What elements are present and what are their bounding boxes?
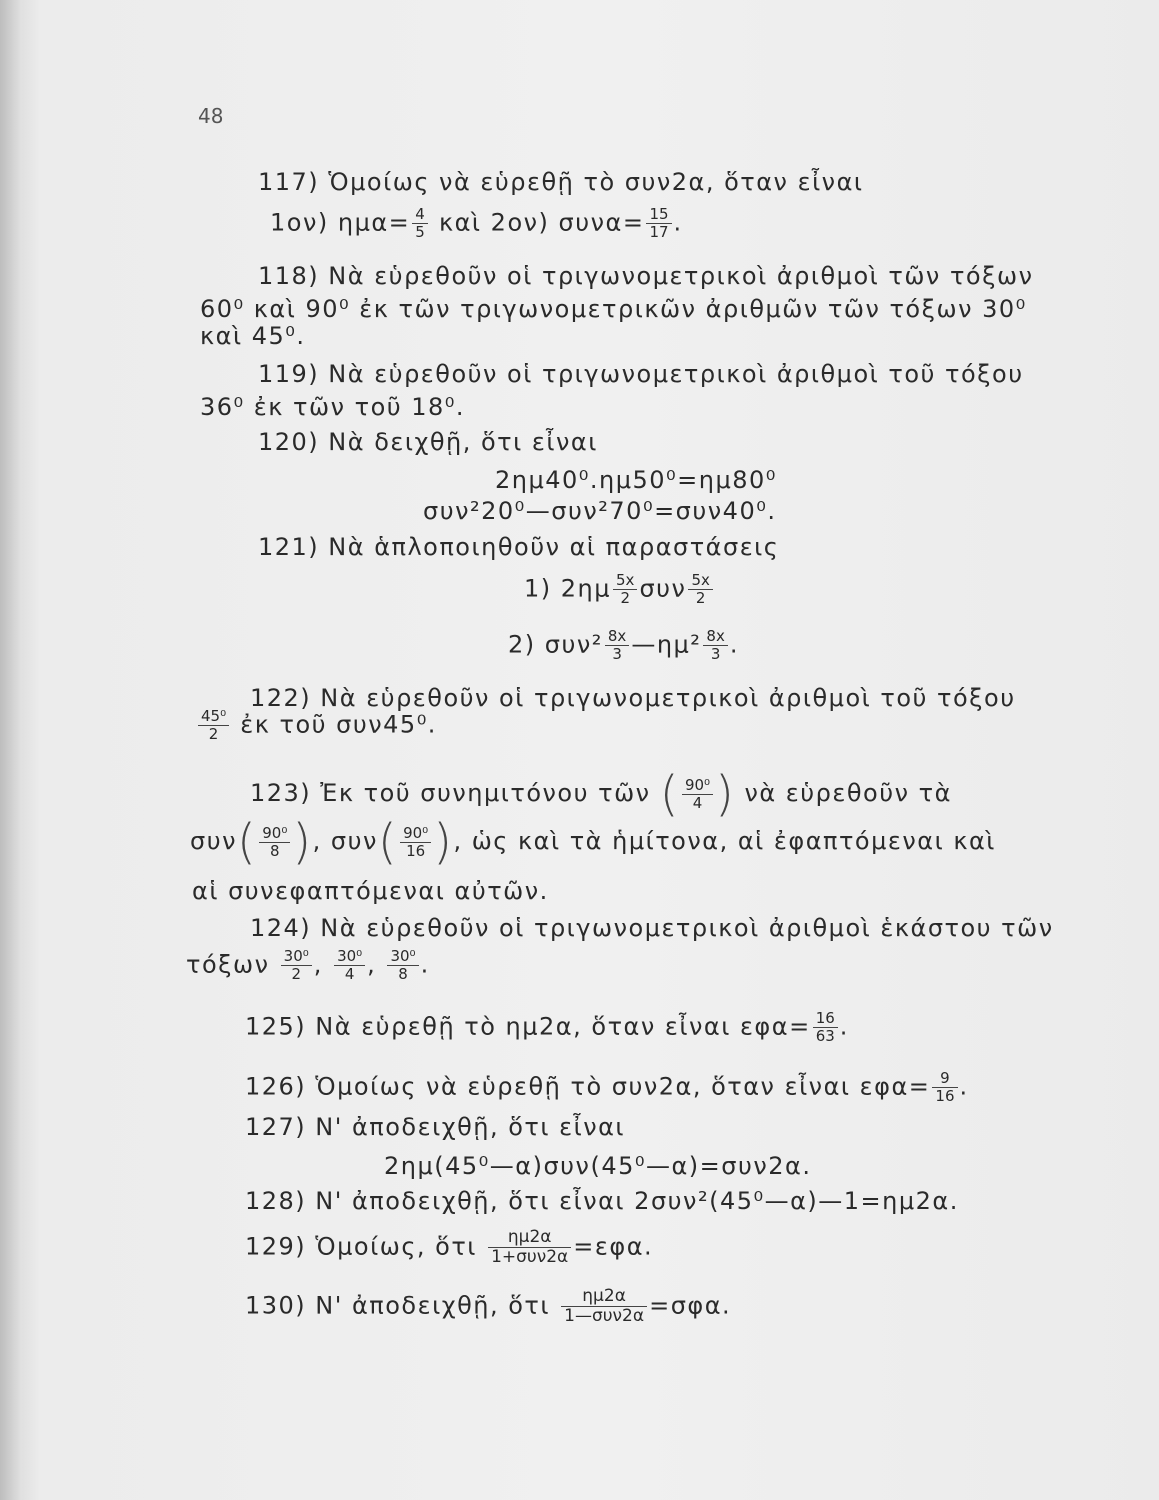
fraction-denominator: 2: [208, 725, 219, 743]
fraction-denominator: 5: [415, 223, 425, 241]
p122-text: ἐκ τοῦ συν45⁰.: [240, 710, 437, 739]
paren-close: ): [433, 814, 454, 870]
fraction-sin2a-over-1-minus-cos2a: [561, 1287, 647, 1326]
p126-end: .: [959, 1072, 969, 1101]
fraction-90-8: [259, 825, 290, 860]
problem-122-line-2: [196, 708, 437, 743]
problem-121-line-1: 121) Νὰ ἁπλοποιηθοῦν αἱ παραστάσεις: [258, 533, 780, 561]
fraction-5x-2-b: [688, 572, 712, 607]
problem-123-line-2: [190, 814, 996, 870]
fraction-numerator: 8x: [703, 628, 727, 646]
problem-120-eq-2: συν²20⁰—συν²70⁰=συν40⁰.: [423, 497, 777, 525]
fraction-8x-3: [605, 628, 629, 663]
fraction-denominator: 16: [406, 841, 426, 860]
problem-119-line-2: 36⁰ ἐκ τῶν τοῦ 18⁰.: [200, 393, 466, 421]
expr-2-end: .: [729, 630, 739, 659]
p117-end: .: [673, 208, 683, 237]
p130-text: 130) Ν' ἀποδειχθῇ, ὅτι: [245, 1291, 550, 1320]
problem-121-expr-2: [508, 628, 739, 663]
problem-118-line-1: 118) Νὰ εὑρεθοῦν οἱ τριγωνομετρικοὶ ἀριθμοὶ τῶν τόξων: [258, 262, 1034, 290]
paren-open: (: [237, 814, 258, 870]
problem-127-line-1: 127) Ν' ἀποδειχθῇ, ὅτι εἶναι: [245, 1113, 626, 1141]
p124-text: τόξων: [186, 950, 270, 979]
fraction-denominator: 4: [692, 793, 703, 812]
fraction-30-4: [334, 948, 365, 983]
fraction-numerator: 90⁰: [259, 825, 290, 843]
expr-1-cos: συν: [639, 574, 687, 603]
problem-128: 128) Ν' ἀποδειχθῇ, ὅτι εἶναι 2συν²(45⁰—α)—1=ημ2α.: [245, 1187, 959, 1215]
paren-open: (: [377, 814, 399, 870]
problem-124-line-2: [186, 948, 430, 983]
p129-result: =εφα.: [573, 1232, 654, 1261]
fraction-denominator: 3: [710, 645, 721, 663]
fraction-numerator: 16: [813, 1010, 838, 1028]
problem-121-expr-1: [524, 572, 715, 607]
p123-cos-b: , συν: [312, 827, 378, 855]
fraction-denominator: 8: [270, 841, 280, 860]
problem-126: [245, 1070, 969, 1105]
fraction-numerator: 8x: [605, 628, 629, 646]
expr-1-prefix: 1) 2ημ: [524, 574, 612, 603]
fraction-numerator: 90⁰: [682, 777, 713, 795]
fraction-numerator: 5x: [613, 572, 637, 590]
page-spine-shadow: [0, 0, 22, 1500]
p126-text: 126) Ὁμοίως νὰ εὑρεθῇ τὸ συν2α, ὅταν εἶναι εφα=: [245, 1072, 931, 1101]
paren-open: (: [659, 766, 680, 822]
problem-117-line-1: 117) Ὁμοίως νὰ εὑρεθῇ τὸ συν2α, ὅταν εἶναι: [258, 168, 864, 196]
fraction-denominator: 1+συν2α: [491, 1247, 569, 1267]
fraction-denominator: 1—συν2α: [564, 1306, 645, 1326]
page-number: 48: [198, 104, 224, 128]
fraction-denominator: 17: [649, 223, 669, 241]
fraction-4-5: [412, 206, 428, 241]
fraction-45-2: [198, 708, 229, 743]
p123-text-b: νὰ εὑρεθοῦν τὰ: [744, 779, 952, 807]
fraction-denominator: 2: [695, 589, 706, 607]
paren-close: ): [715, 766, 736, 822]
fraction-90-4: [682, 777, 713, 812]
p129-text: 129) Ὁμοίως, ὅτι: [245, 1232, 477, 1261]
fraction-numerator: 30⁰: [334, 948, 365, 966]
fraction-8x-3-b: [703, 628, 727, 663]
problem-118-line-3: καὶ 45⁰.: [200, 322, 306, 350]
fraction-15-17: [646, 206, 671, 241]
p125-end: .: [839, 1012, 849, 1041]
problem-124-line-1: 124) Νὰ εὑρεθοῦν οἱ τριγωνομετρικοὶ ἀριθμοὶ ἑκάστου τῶν: [250, 914, 1054, 942]
problem-125: [245, 1010, 849, 1045]
problem-120-line-1: 120) Νὰ δειχθῇ, ὅτι εἶναι: [258, 428, 598, 456]
p125-text: 125) Νὰ εὑρεθῇ τὸ ημ2α, ὅταν εἶναι εφα=: [245, 1012, 811, 1041]
problem-130: [245, 1287, 731, 1326]
p123-text-a: 123) Ἐκ τοῦ συνημιτόνου τῶν: [250, 779, 651, 807]
expr-2-prefix: 2) συν²: [508, 630, 603, 659]
fraction-30-8: [387, 948, 418, 983]
fraction-denominator: 3: [612, 645, 622, 663]
fraction-5x-2: [613, 572, 637, 607]
fraction-numerator: 30⁰: [387, 948, 418, 966]
problem-123-line-1: [250, 766, 952, 822]
p124-end: .: [420, 950, 430, 979]
p117-part-a: 1ον) ημα=: [270, 208, 411, 237]
fraction-denominator: 63: [815, 1027, 835, 1045]
p130-result: =σφα.: [649, 1291, 732, 1320]
problem-120-eq-1: 2ημ40⁰.ημ50⁰=ημ80⁰: [495, 466, 777, 494]
fraction-denominator: 16: [935, 1087, 955, 1105]
fraction-16-63: [813, 1010, 838, 1045]
p117-part-b: καὶ 2ον) συνα=: [438, 208, 645, 237]
fraction-numerator: 45⁰: [198, 708, 229, 726]
problem-127-eq: 2ημ(45⁰—α)συν(45⁰—α)=συν2α.: [384, 1152, 812, 1180]
separator: ,: [313, 950, 323, 979]
problem-117-line-2: [270, 206, 683, 241]
p123-text-c: , ὡς καὶ τὰ ἡμίτονα, αἱ ἐφαπτόμεναι καὶ: [453, 827, 996, 855]
fraction-denominator: 4: [344, 965, 355, 983]
fraction-numerator: 15: [646, 206, 671, 224]
problem-122-line-1: 122) Νὰ εὑρεθοῦν οἱ τριγωνομετρικοὶ ἀριθμοὶ τοῦ τόξου: [250, 684, 1016, 712]
paren-close: ): [292, 814, 313, 870]
problem-123-line-3: αἱ συνεφαπτόμεναι αὐτῶν.: [192, 877, 549, 905]
fraction-denominator: 2: [291, 965, 301, 983]
fraction-90-16: [400, 825, 431, 860]
fraction-30-2: [281, 948, 312, 983]
expr-2-sin: —ημ²: [631, 630, 702, 659]
fraction-numerator: ημ2α: [488, 1228, 571, 1248]
fraction-numerator: 30⁰: [281, 948, 312, 966]
fraction-sin2a-over-1-plus-cos2a: [488, 1228, 571, 1267]
problem-118-line-2: 60⁰ καὶ 90⁰ ἐκ τῶν τριγωνομετρικῶν ἀριθμῶν τῶν τόξων 30⁰: [200, 295, 1027, 323]
fraction-9-16: [932, 1070, 957, 1105]
p123-cos-a: συν: [190, 827, 238, 855]
fraction-numerator: 5x: [688, 572, 712, 590]
problem-119-line-1: 119) Νὰ εὑρεθοῦν οἱ τριγωνομετρικοὶ ἀριθμοὶ τοῦ τόξου: [258, 360, 1024, 388]
fraction-numerator: 90⁰: [400, 825, 431, 843]
fraction-numerator: 9: [932, 1070, 957, 1088]
fraction-numerator: 4: [412, 206, 428, 224]
problem-129: [245, 1228, 653, 1267]
fraction-numerator: ημ2α: [561, 1287, 647, 1307]
fraction-denominator: 8: [398, 965, 408, 983]
fraction-denominator: 2: [620, 589, 630, 607]
separator: ,: [367, 950, 377, 979]
